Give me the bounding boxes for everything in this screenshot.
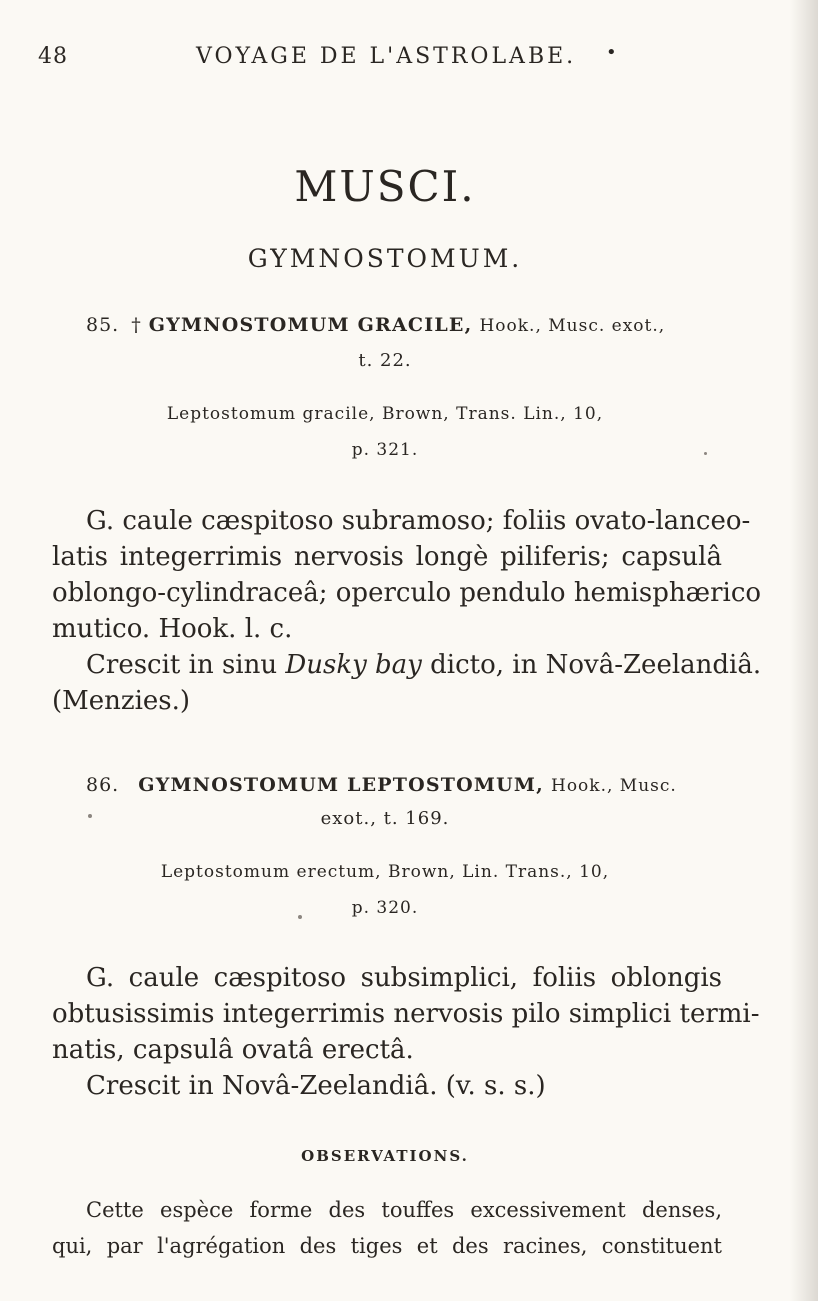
species-name: GYMNOSTOMUM GRACILE, bbox=[148, 314, 473, 336]
habitat-place: Dusky bay bbox=[285, 650, 422, 680]
entry-86-description bbox=[52, 960, 760, 1104]
entry-86-heading bbox=[86, 774, 677, 796]
observations-line: Cette espèce forme des touffes excessivement denses, bbox=[86, 1198, 722, 1222]
entry-86-synonym-line1: Leptostomum erectum, Brown, Lin. Trans., 10, bbox=[160, 862, 610, 882]
description-line: G. caule cæspitoso subsimplici, foliis oblongis bbox=[86, 963, 722, 993]
genus-title: GYMNOSTOMUM. bbox=[247, 244, 523, 273]
description-line: mutico. Hook. l. c. bbox=[52, 614, 293, 644]
description-line: obtusissimis integerrimis nervosis pilo simplici termi- bbox=[52, 999, 760, 1029]
running-title: VOYAGE DE L'ASTROLABE. bbox=[196, 44, 577, 69]
header-mark: • bbox=[606, 42, 617, 63]
entry-85-heading bbox=[86, 314, 665, 336]
print-speck bbox=[704, 452, 707, 455]
habitat-text: Crescit in sinu bbox=[86, 650, 286, 680]
entry-86-synonym-line2: p. 320. bbox=[351, 898, 419, 918]
observations-text bbox=[52, 1192, 722, 1264]
species-authority: Hook., Musc. exot., bbox=[479, 316, 666, 336]
page-edge-shadow bbox=[790, 0, 818, 1301]
habitat-line: Crescit in Novâ-Zeelandiâ. (v. s. s.) bbox=[86, 1071, 546, 1101]
print-speck bbox=[298, 915, 302, 919]
entry-number: 85. bbox=[86, 314, 120, 336]
description-line: oblongo-cylindraceâ; operculo pendulo hemisphærico bbox=[52, 578, 762, 608]
description-line: natis, capsulâ ovatâ erectâ. bbox=[52, 1035, 414, 1065]
observations-line: qui, par l'agrégation des tiges et des racines, constituent bbox=[52, 1234, 722, 1258]
observations-title: OBSERVATIONS. bbox=[301, 1147, 469, 1165]
entry-86-authority-cont: exot., t. 169. bbox=[320, 808, 450, 829]
dagger-mark: † bbox=[131, 314, 142, 336]
collector-line: (Menzies.) bbox=[52, 686, 191, 716]
entry-85-synonym-line1: Leptostomum gracile, Brown, Trans. Lin., 10, bbox=[166, 404, 604, 424]
species-authority: Hook., Musc. bbox=[551, 776, 677, 796]
entry-85-authority-cont: t. 22. bbox=[358, 350, 412, 371]
page-number: 48 bbox=[38, 44, 68, 69]
section-title: MUSCI. bbox=[294, 162, 476, 211]
habitat-line bbox=[52, 647, 762, 683]
entry-85-description bbox=[52, 503, 762, 719]
description-line: latis integerrimis nervosis longè piliferis; capsulâ bbox=[52, 542, 722, 572]
page-header bbox=[38, 44, 778, 78]
species-name: GYMNOSTOMUM LEPTOSTOMUM, bbox=[138, 774, 544, 796]
print-speck bbox=[88, 814, 92, 818]
habitat-text: dicto, in Novâ-Zeelandiâ. bbox=[421, 650, 762, 680]
entry-85-synonym-line2: p. 321. bbox=[351, 440, 419, 460]
description-line: G. caule cæspitoso subramoso; foliis ovato-lanceo- bbox=[86, 506, 751, 536]
entry-number: 86. bbox=[86, 774, 120, 796]
